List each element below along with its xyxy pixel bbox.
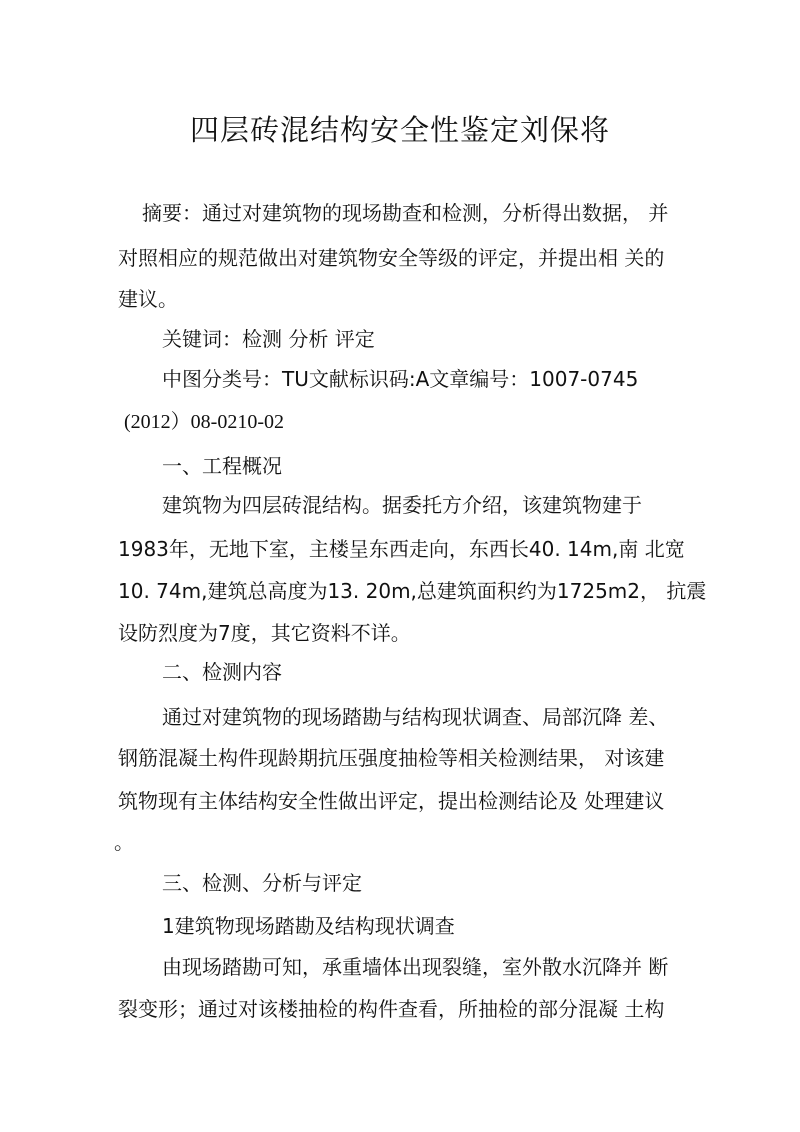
classification-line-2: (2012）08-0210-02: [124, 411, 284, 433]
abstract-line-2: 对照相应的规范做出对建筑物安全等级的评定，并提出相 关的: [118, 246, 665, 270]
subsection-heading-1: 1建筑物现场踏勘及结构现状调查: [162, 914, 455, 938]
section-heading-1: 一、工程概况: [162, 454, 282, 478]
abstract-line-1: 摘要：通过对建筑物的现场勘查和检测，分析得出数据， 并: [142, 201, 669, 225]
body-line-8: 。: [114, 830, 134, 854]
body-line-7: 筑物现有主体结构安全性做出评定，提出检测结论及 处理建议: [118, 789, 665, 813]
section-heading-2: 二、检测内容: [162, 660, 282, 684]
classification-line: 中图分类号：TU文献标识码:A文章编号：1007-0745: [162, 367, 639, 391]
body-line-6: 钢筋混凝土构件现龄期抗压强度抽检等相关检测结果， 对该建: [118, 746, 665, 770]
document-title: 四层砖混结构安全性鉴定刘保将: [189, 113, 610, 147]
body-line-2: 1983年，无地下室，主楼呈东西走向，东西长40. 14m,南 北宽: [118, 537, 685, 561]
section-heading-3: 三、检测、分析与评定: [162, 871, 362, 895]
keywords-line: 关键词：检测 分析 评定: [162, 327, 375, 351]
body-line-9: 由现场踏勘可知，承重墙体出现裂缝，室外散水沉降并 断: [162, 955, 669, 979]
body-line-5: 通过对建筑物的现场踏勘与结构现状调查、局部沉降 差、: [162, 705, 669, 729]
abstract-line-3: 建议。: [118, 287, 178, 311]
body-line-1: 建筑物为四层砖混结构。据委托方介绍，该建筑物建于: [162, 493, 642, 517]
body-line-10: 裂变形；通过对该楼抽检的构件查看，所抽检的部分混凝 土构: [118, 997, 665, 1021]
body-line-4: 设防烈度为7度，其它资料不详。: [118, 621, 411, 645]
body-line-3: 10. 74m,建筑总高度为13. 20m,总建筑面积约为1725m2， 抗震: [118, 579, 707, 603]
